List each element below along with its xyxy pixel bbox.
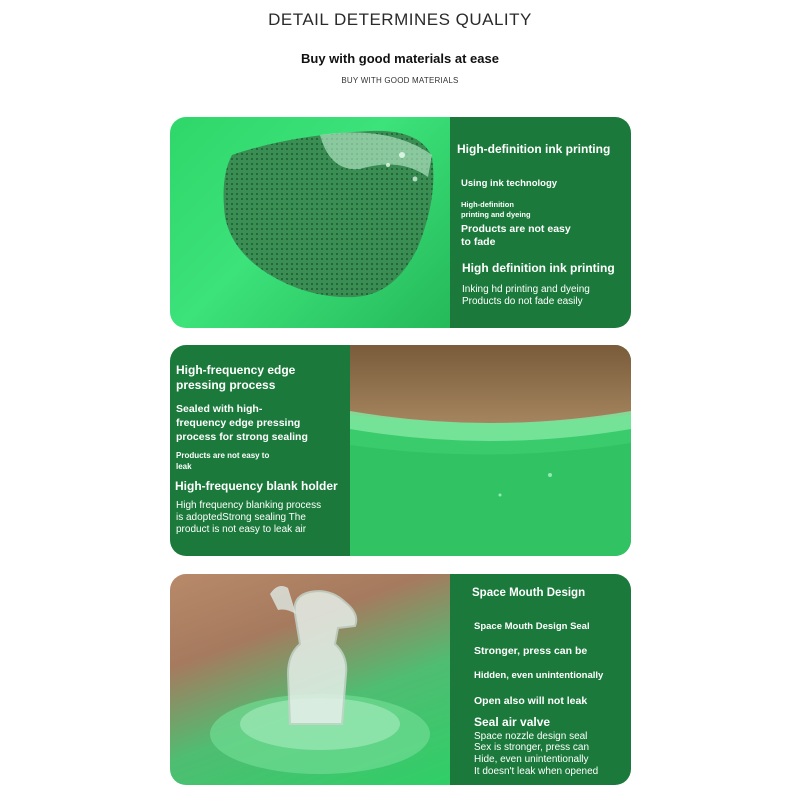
header-title: DETAIL DETERMINES QUALITY <box>268 10 532 29</box>
space-mouth-subtitle: Seal air valve <box>474 715 551 729</box>
space-mouth-desc2: Sex is stronger, press can <box>474 742 590 753</box>
space-mouth-text-area <box>450 574 631 785</box>
space-mouth-desc1: Space nozzle design seal <box>474 731 588 742</box>
ink-printing-line3a: Products are not easy <box>461 223 571 235</box>
ink-printing-panel <box>170 117 631 328</box>
ink-printing-line1: Using ink technology <box>461 178 558 189</box>
edge-pressing-line2b: leak <box>176 462 192 471</box>
edge-pressing-text-area <box>170 345 350 556</box>
edge-pressing-desc3: product is not easy to leak air <box>176 524 307 535</box>
ink-printing-line2b: printing and dyeing <box>461 210 531 219</box>
ink-printing-desc2: Products do not fade easily <box>462 296 583 307</box>
edge-pressing-line1a: Sealed with high- <box>176 403 263 415</box>
space-mouth-line4: Open also will not leak <box>474 695 588 707</box>
header-subtitle: Buy with good materials at ease <box>301 51 499 66</box>
space-mouth-line1: Space Mouth Design Seal <box>474 621 590 632</box>
ink-printing-subtitle: High definition ink printing <box>462 261 615 275</box>
space-mouth-panel <box>170 574 631 785</box>
edge-pressing-panel <box>170 345 631 556</box>
space-mouth-line2: Stronger, press can be <box>474 645 588 657</box>
ink-printing-title: High-definition ink printing <box>457 142 611 156</box>
ink-printing-line2a: High-definition <box>461 200 514 209</box>
edge-pressing-desc1: High frequency blanking process <box>176 500 322 511</box>
space-mouth-line3: Hidden, even unintentionally <box>474 670 604 681</box>
space-mouth-photo <box>170 574 450 785</box>
printed-patch-illustration <box>170 117 450 328</box>
edge-pressing-desc2: is adoptedStrong sealing The <box>176 512 306 523</box>
edge-pressing-title2: pressing process <box>176 378 276 392</box>
edge-pressing-line2a: Products are not easy to <box>176 451 270 460</box>
valve-nozzle-illustration <box>170 574 450 785</box>
space-mouth-title: Space Mouth Design <box>472 587 586 599</box>
edge-pressing-subtitle: High-frequency blank holder <box>175 479 338 493</box>
ink-printing-line3b: to fade <box>461 236 496 248</box>
ink-printing-photo <box>170 117 450 328</box>
ink-printing-text-area <box>450 117 631 328</box>
ink-printing-desc1: Inking hd printing and dyeing <box>462 284 590 295</box>
space-mouth-desc4: It doesn't leak when opened <box>474 766 599 777</box>
edge-pressing-line1b: frequency edge pressing <box>176 417 301 429</box>
edge-pressing-title1: High-frequency edge <box>176 363 296 377</box>
edge-pressing-line1c: process for strong sealing <box>176 431 308 443</box>
edge-pressing-photo <box>350 345 631 556</box>
header-small-caption: BUY WITH GOOD MATERIALS <box>341 76 459 85</box>
sealed-edge-illustration <box>350 345 631 556</box>
space-mouth-desc3: Hide, even unintentionally <box>474 754 589 765</box>
